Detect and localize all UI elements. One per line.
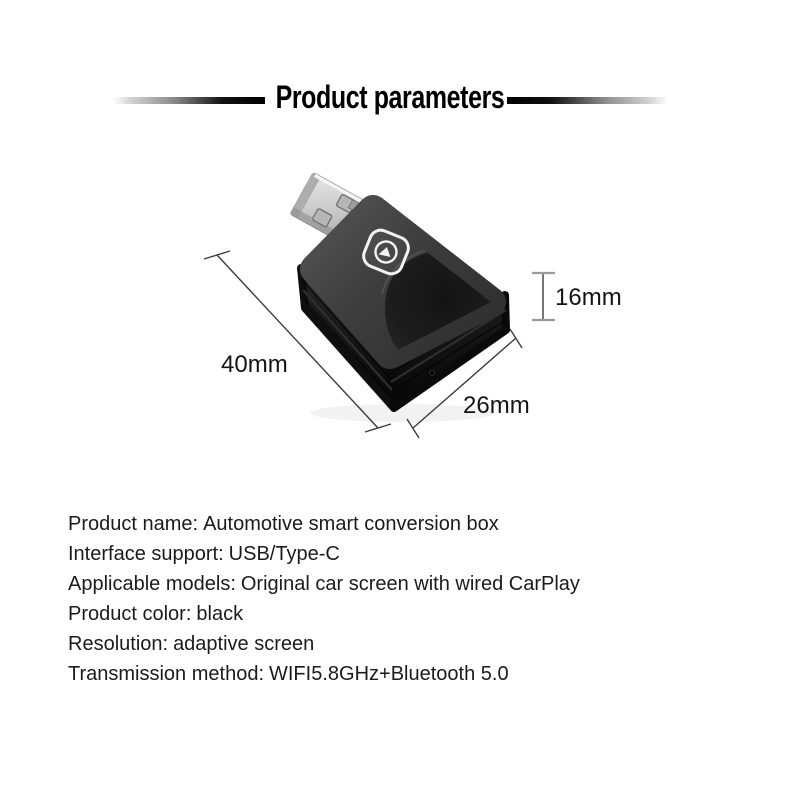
spec-row-applicable-models bbox=[68, 569, 580, 599]
header-divider-right bbox=[507, 97, 668, 104]
spec-row-interface-support bbox=[68, 539, 580, 569]
dimension-label-width: 26mm bbox=[463, 392, 530, 419]
spec-row-resolution bbox=[68, 629, 580, 659]
spec-label: Transmission method: bbox=[68, 663, 264, 685]
spec-label: Interface support: bbox=[68, 543, 224, 565]
spec-row-product-name bbox=[68, 509, 580, 539]
spec-label: Applicable models: bbox=[68, 573, 236, 595]
spec-value: Automotive smart conversion box bbox=[203, 513, 499, 535]
spec-value: black bbox=[196, 603, 244, 625]
spec-list bbox=[68, 509, 580, 689]
header-divider-left bbox=[113, 97, 265, 104]
product-photo bbox=[180, 150, 640, 490]
spec-label: Product color: bbox=[68, 603, 192, 625]
side-hole bbox=[430, 371, 435, 376]
spec-label: Product name: bbox=[68, 513, 199, 535]
spec-row-transmission-method bbox=[68, 659, 580, 689]
dimension-label-length: 40mm bbox=[221, 351, 288, 378]
page-title: Product parameters bbox=[275, 79, 505, 115]
dimension-line-height bbox=[532, 273, 555, 320]
spec-value: WIFI5.8GHz+Bluetooth 5.0 bbox=[269, 663, 509, 685]
spec-value: adaptive screen bbox=[173, 633, 315, 655]
spec-label: Resolution: bbox=[68, 633, 169, 655]
spec-value: Original car screen with wired CarPlay bbox=[240, 573, 580, 595]
spec-row-product-color bbox=[68, 599, 580, 629]
dimension-label-height: 16mm bbox=[555, 284, 622, 311]
spec-value: USB/Type-C bbox=[228, 543, 340, 565]
